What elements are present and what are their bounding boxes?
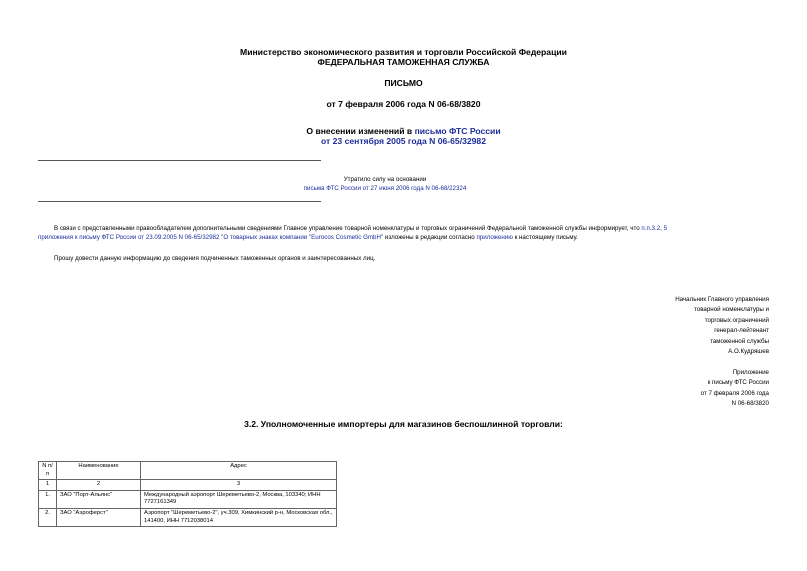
row-number-cell: 1. [39, 490, 57, 508]
subject-prefix: О внесении изменений в [306, 126, 415, 136]
header-cell-name: Наименование [57, 462, 141, 480]
document-subject [0, 126, 807, 146]
divider-top [38, 160, 321, 161]
p1-text-c: к настоящему письму. [512, 234, 578, 241]
row-address-cell: Международный аэропорт Шереметьево-2, Москва, 103340; ИНН 7727161349 [141, 490, 337, 508]
document-type: ПИСЬМО [384, 78, 423, 88]
appendix-line: N 06-68/3820 [731, 400, 769, 408]
header-cell-number: N п/п [39, 462, 57, 480]
service-title: ФЕДЕРАЛЬНАЯ ТАМОЖЕННАЯ СЛУЖБА [317, 57, 490, 67]
body-paragraph-2: Прошу довести данную информацию до сведения подчиненных таможенных органов и заинтересованных лиц. [54, 255, 376, 262]
row-name-cell: ЗАО "Аэроферст" [57, 508, 141, 526]
col-number-cell: 3 [141, 480, 337, 491]
subject-link-letter[interactable]: письмо ФТС России [414, 126, 501, 136]
p1-link-items[interactable]: п.п.3.2, 5 [641, 225, 668, 232]
appendix-line: от 7 февраля 2006 года [700, 389, 769, 397]
status-link[interactable]: письма ФТС России от 27 июня 2006 года N 06-68/22324 [303, 185, 467, 192]
row-number-cell: 2. [39, 508, 57, 526]
table-header-row [39, 462, 337, 480]
header-cell-address: Адрес [141, 462, 337, 480]
table-row [39, 508, 337, 526]
table-column-numbers-row [39, 480, 337, 491]
appendix-line: к письму ФТС России [707, 379, 769, 387]
appendix-line: Приложение [732, 369, 769, 376]
signature-line: генерал-лейтенант [714, 327, 769, 335]
document-date-number: от 7 февраля 2006 года N 06-68/3820 [326, 99, 481, 109]
status-text: Утратило силу на основании [343, 176, 427, 183]
col-number-cell: 2 [57, 480, 141, 491]
row-address-cell: Аэропорт "Шереметьево-2", уч.309, Химкинский р-н, Московская обл., 141400, ИНН 7712038014 [141, 508, 337, 526]
appendix-block [569, 368, 769, 410]
p1-text-b: изложены в редакции согласно [383, 234, 477, 241]
p1-text-a: В связи с представленными правообладателем дополнительными сведениями Главное управление товарной номенклатуры и торговых ограничений Федеральной таможенной службы информирует, что [54, 225, 642, 232]
row-name-cell: ЗАО "Порт-Альянс" [57, 490, 141, 508]
col-number-cell: 1 [39, 480, 57, 491]
letter-header [0, 47, 807, 109]
divider-bottom [38, 201, 321, 202]
subject-link-date[interactable]: от 23 сентября 2005 года N 06-65/32982 [321, 136, 486, 146]
signature-line: торговых ограничений [704, 316, 769, 324]
signature-line: товарной номенклатуры и [694, 306, 769, 314]
signature-block [569, 295, 769, 357]
signature-line: Начальник Главного управления [675, 296, 769, 303]
p1-link-appendix[interactable]: приложению [476, 234, 513, 241]
table-row [39, 490, 337, 508]
body-paragraph-1 [38, 224, 798, 242]
status-note [235, 175, 535, 193]
section-title: 3.2. Уполномоченные импортеры для магазинов беспошлинной торговли: [244, 419, 563, 429]
signature-name: А.О.Кудряшев [728, 348, 769, 356]
importers-table [38, 461, 337, 527]
ministry-title: Министерство экономического развития и торговли Российской Федерации [240, 47, 567, 57]
signature-line: таможенной службы [710, 337, 769, 345]
p1-link-letter[interactable]: приложения к письму ФТС России от 23.09.2005 N 06-65/32982 "О товарных знаках компании "Eurocos Cosmetic GmbH" [38, 234, 384, 241]
